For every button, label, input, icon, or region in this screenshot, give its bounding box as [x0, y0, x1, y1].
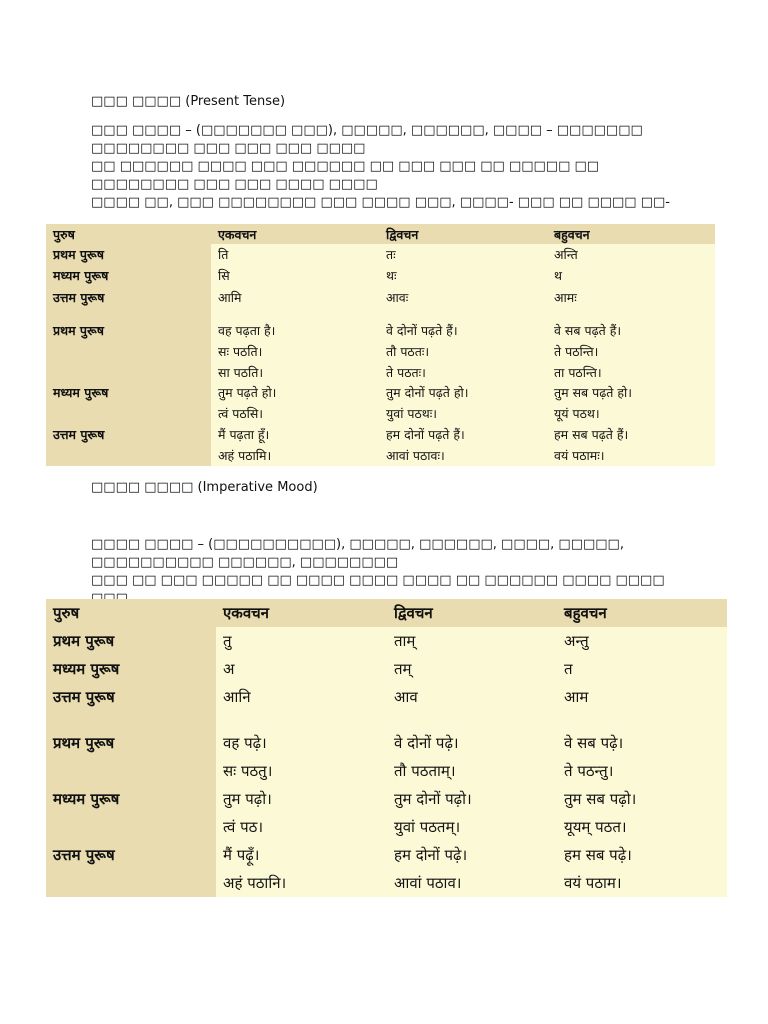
person-cell: मध्यम पुरूष	[46, 264, 211, 286]
table-header-row	[46, 224, 715, 244]
plural-cell: अन्तु	[557, 627, 727, 655]
person-cell: उत्तम पुरूष	[46, 683, 216, 711]
table-row	[46, 244, 715, 264]
singular-cell: तु	[216, 627, 387, 655]
dual-cell: थः	[379, 264, 547, 286]
person-cell	[46, 445, 211, 466]
singular-cell: ति	[211, 244, 379, 264]
column-header: पुरुष	[46, 224, 211, 244]
column-header: पुरुष	[46, 599, 216, 627]
plural-cell: ता पठन्ति।	[547, 362, 715, 382]
paragraph-line: □□□□ □□□□ – (□□□□□□□□□□), □□□□□, □□□□□□, □□□□, □□□□□, □□□□□□□□□□ □□□□□□, □□□□□□□□	[91, 537, 624, 570]
plural-cell: वे सब पढ़े।	[557, 729, 727, 757]
table-header-row	[46, 599, 727, 627]
dual-cell: हम दोनों पढ़ते हैं।	[379, 424, 547, 445]
present-tense-paragraph	[91, 122, 681, 212]
paragraph-line: □□□ □□□□ – (□□□□□□□ □□□), □□□□□, □□□□□□, □□□□ – □□□□□□□ □□□□□□□□ □□□ □□□ □□□ □□□□	[91, 123, 643, 156]
plural-cell: आम	[557, 683, 727, 711]
plural-cell: अन्ति	[547, 244, 715, 264]
plural-cell	[547, 308, 715, 320]
plural-cell: वे सब पढ़ते हैं।	[547, 320, 715, 341]
singular-cell: सः पठतु।	[216, 757, 387, 785]
table-row	[46, 320, 715, 341]
person-cell	[46, 308, 211, 320]
column-header: बहुवचन	[557, 599, 727, 627]
dual-cell: तुम दोनों पढ़ते हो।	[379, 382, 547, 403]
singular-cell	[216, 711, 387, 729]
table-row	[46, 869, 727, 897]
column-header: एकवचन	[216, 599, 387, 627]
person-cell	[46, 362, 211, 382]
table-row	[46, 813, 727, 841]
singular-cell: त्वं पठसि।	[211, 403, 379, 424]
plural-cell: ते पठन्तु।	[557, 757, 727, 785]
table-row	[46, 841, 727, 869]
table-row	[46, 264, 715, 286]
plural-cell	[557, 711, 727, 729]
dual-cell: वे दोनों पढ़े।	[387, 729, 557, 757]
person-cell	[46, 757, 216, 785]
plural-cell: त	[557, 655, 727, 683]
plural-cell: आमः	[547, 286, 715, 308]
person-cell: मध्यम पुरूष	[46, 785, 216, 813]
plural-cell: हम सब पढ़ते हैं।	[547, 424, 715, 445]
dual-cell: युवां पठथः।	[379, 403, 547, 424]
dual-cell: आव	[387, 683, 557, 711]
dual-cell: हम दोनों पढ़े।	[387, 841, 557, 869]
imperative-mood-paragraph	[91, 536, 681, 608]
person-cell: प्रथम पुरूष	[46, 320, 211, 341]
plural-cell: वयं पठाम।	[557, 869, 727, 897]
dual-cell: ताम्	[387, 627, 557, 655]
dual-cell: आवां पठाव।	[387, 869, 557, 897]
dual-cell: आवां पठावः।	[379, 445, 547, 466]
singular-cell: अहं पठानि।	[216, 869, 387, 897]
dual-cell	[379, 308, 547, 320]
column-header: द्विवचन	[379, 224, 547, 244]
singular-cell: वह पढ़े।	[216, 729, 387, 757]
person-cell	[46, 869, 216, 897]
singular-cell: अ	[216, 655, 387, 683]
singular-cell: वह पढ़ता है।	[211, 320, 379, 341]
dual-cell	[387, 711, 557, 729]
singular-cell: सि	[211, 264, 379, 286]
table-row	[46, 683, 727, 711]
dual-cell: आवः	[379, 286, 547, 308]
singular-cell: अहं पठामि।	[211, 445, 379, 466]
table-row	[46, 403, 715, 424]
dual-cell: युवां पठतम्।	[387, 813, 557, 841]
table-row	[46, 424, 715, 445]
table-row	[46, 757, 727, 785]
table-row	[46, 627, 727, 655]
plural-cell: वयं पठामः।	[547, 445, 715, 466]
table-row	[46, 286, 715, 308]
singular-cell: त्वं पठ।	[216, 813, 387, 841]
person-cell: मध्यम पुरूष	[46, 382, 211, 403]
imperative-mood-heading: □□□□ □□□□ (Imperative Mood)	[91, 480, 318, 495]
plural-cell: यूयम् पठत।	[557, 813, 727, 841]
person-cell	[46, 341, 211, 362]
person-cell	[46, 711, 216, 729]
table-row	[46, 445, 715, 466]
dual-cell: तः	[379, 244, 547, 264]
dual-cell: ते पठतः।	[379, 362, 547, 382]
present-tense-table	[46, 224, 715, 466]
table-row	[46, 362, 715, 382]
column-header: बहुवचन	[547, 224, 715, 244]
present-tense-heading: □□□ □□□□ (Present Tense)	[91, 94, 286, 109]
singular-cell: तुम पढ़ते हो।	[211, 382, 379, 403]
paragraph-line: □□□ □□ □□□ □□□□□ □□ □□□□ □□□□ □□□□ □□ □□□□□□ □□□□ □□□□	[91, 573, 665, 588]
singular-cell: मैं पढ़ता हूँ।	[211, 424, 379, 445]
singular-cell: सा पठति।	[211, 362, 379, 382]
table-row	[46, 308, 715, 320]
table-row	[46, 382, 715, 403]
person-cell: उत्तम पुरूष	[46, 286, 211, 308]
singular-cell	[211, 308, 379, 320]
dual-cell: तौ पठतः।	[379, 341, 547, 362]
plural-cell: यूयं पठथ।	[547, 403, 715, 424]
dual-cell: तौ पठताम्।	[387, 757, 557, 785]
plural-cell: तुम सब पढ़ते हो।	[547, 382, 715, 403]
person-cell	[46, 403, 211, 424]
person-cell: प्रथम पुरूष	[46, 244, 211, 264]
singular-cell: आमि	[211, 286, 379, 308]
singular-cell: तुम पढ़ो।	[216, 785, 387, 813]
dual-cell: तम्	[387, 655, 557, 683]
singular-cell: सः पठति।	[211, 341, 379, 362]
person-cell: मध्यम पुरूष	[46, 655, 216, 683]
paragraph-line: □□□□ □□, □□□ □□□□□□□□ □□□ □□□□ □□□, □□□□- □□□ □□ □□□□ □□-	[91, 195, 670, 210]
paragraph-line: □□ □□□□□□ □□□□ □□□ □□□□□□ □□ □□□ □□□ □□ □□□□□ □□ □□□□□□□□ □□□ □□□ □□□□ □□□□	[91, 159, 600, 192]
table-row	[46, 785, 727, 813]
person-cell: प्रथम पुरूष	[46, 729, 216, 757]
dual-cell: तुम दोनों पढ़ो।	[387, 785, 557, 813]
table-row	[46, 711, 727, 729]
column-header: एकवचन	[211, 224, 379, 244]
table-row	[46, 655, 727, 683]
person-cell: उत्तम पुरूष	[46, 424, 211, 445]
singular-cell: आनि	[216, 683, 387, 711]
person-cell: उत्तम पुरूष	[46, 841, 216, 869]
column-header: द्विवचन	[387, 599, 557, 627]
person-cell	[46, 813, 216, 841]
plural-cell: हम सब पढ़े।	[557, 841, 727, 869]
plural-cell: तुम सब पढ़ो।	[557, 785, 727, 813]
table-row	[46, 729, 727, 757]
plural-cell: ते पठन्ति।	[547, 341, 715, 362]
person-cell: प्रथम पुरूष	[46, 627, 216, 655]
imperative-mood-table	[46, 599, 727, 897]
table-row	[46, 341, 715, 362]
plural-cell: थ	[547, 264, 715, 286]
singular-cell: मैं पढ़ूँ।	[216, 841, 387, 869]
dual-cell: वे दोनों पढ़ते हैं।	[379, 320, 547, 341]
